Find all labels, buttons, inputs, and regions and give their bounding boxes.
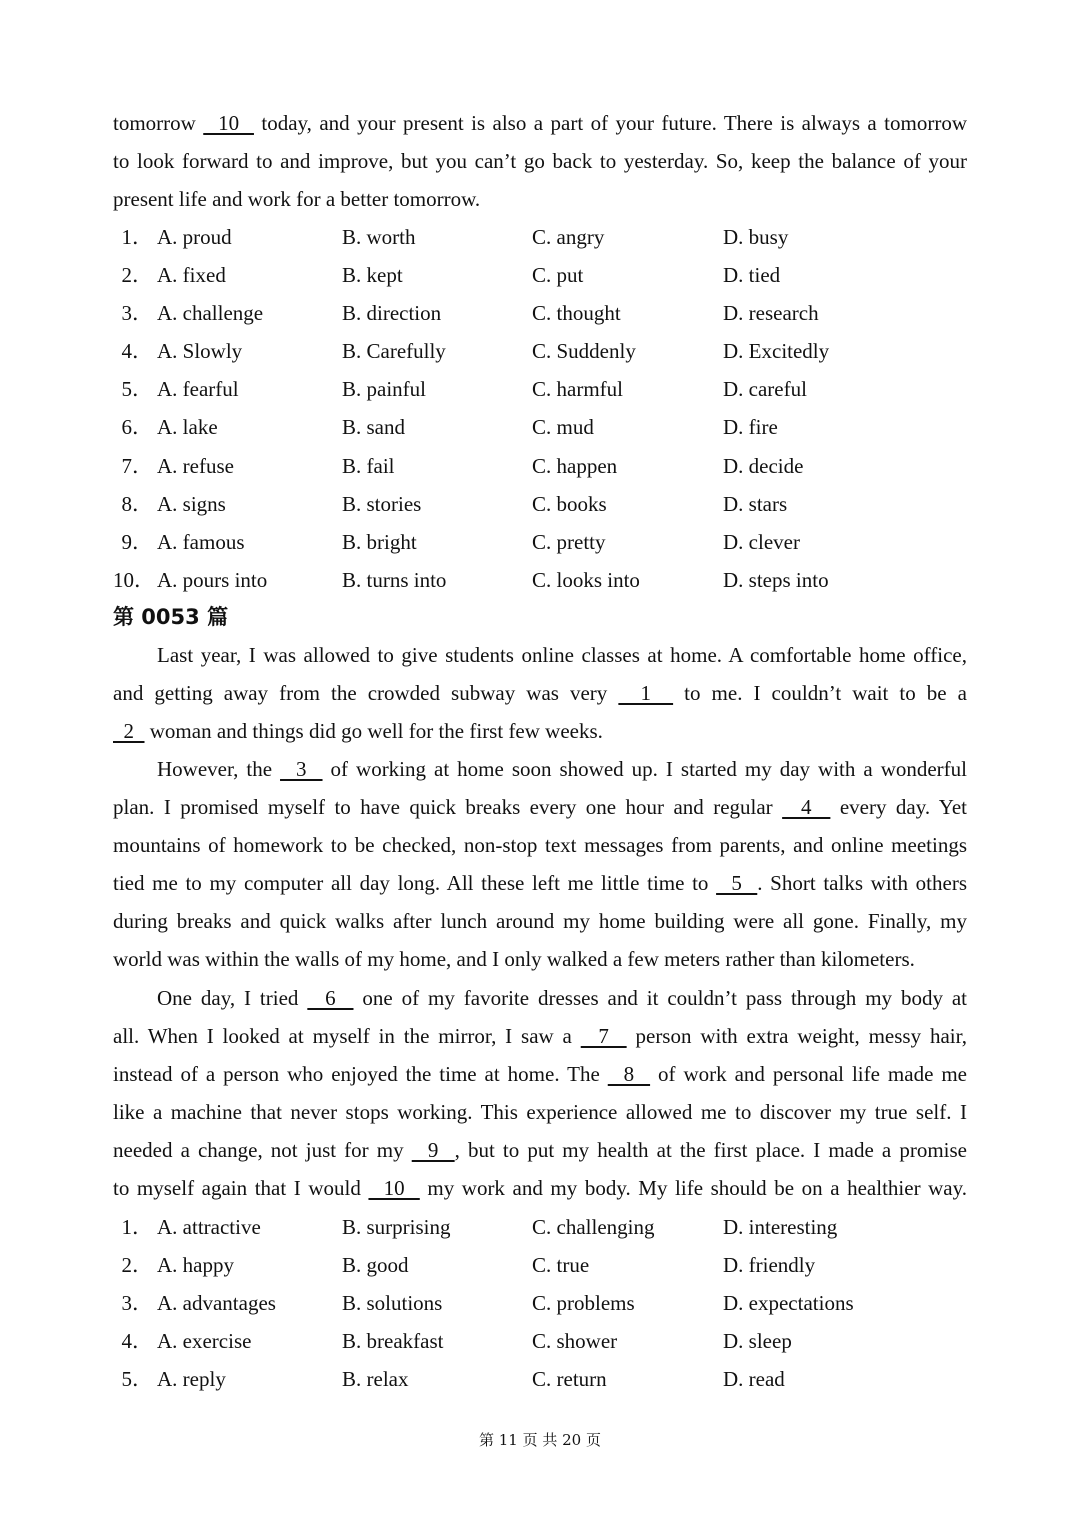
option-a: A. proud bbox=[157, 225, 232, 249]
question-row: 3． A. challenge B. direction C. thought D. research bbox=[113, 294, 967, 332]
question-row: 2． A. fixed B. kept C. put D. tied bbox=[113, 256, 967, 294]
option-d: D. careful bbox=[723, 377, 807, 401]
option-d: D. interesting bbox=[723, 1215, 838, 1239]
passage-line: plan. I promised myself to have quick breaks every one hour and regular 4 every day. Yet bbox=[113, 795, 967, 819]
option-b: B. surprising bbox=[342, 1215, 451, 1239]
passage-line: all. When I looked at myself in the mirror, I saw a 7 person with extra weight, messy hair, bbox=[113, 1024, 968, 1048]
option-d: D. decide bbox=[723, 454, 804, 478]
question-row: 1． A. proud B. worth C. angry D. busy bbox=[113, 218, 967, 256]
option-b: B. good bbox=[342, 1253, 409, 1277]
question-row: 6． A. lake B. sand C. mud D. fire bbox=[113, 408, 967, 446]
blank-9: 9 bbox=[411, 1138, 455, 1162]
option-c: C. books bbox=[532, 492, 607, 516]
option-a: A. signs bbox=[157, 492, 226, 516]
passage-line: during breaks and quick walks after lunch around my home building were all gone. Finally, my bbox=[113, 909, 967, 933]
option-a: A. reply bbox=[157, 1367, 226, 1391]
passage-line: world was within the walls of my home, and I only walked a few meters rather than kilometers. bbox=[113, 947, 915, 971]
option-d: D. tied bbox=[723, 263, 781, 287]
passage-line: However, the 3 of working at home soon showed up. I started my day with a wonderful bbox=[157, 757, 967, 781]
question-row: 1． A. attractive B. surprising C. challenging D. interesting bbox=[113, 1208, 967, 1246]
blank-3: 3 bbox=[280, 757, 323, 781]
option-c: C. mud bbox=[532, 415, 594, 439]
passage-prev-line: to look forward to and improve, but you can’t go back to yesterday. So, keep the balance of your bbox=[113, 149, 967, 173]
option-d: D. read bbox=[723, 1367, 785, 1391]
blank-8: 8 bbox=[607, 1062, 651, 1086]
question-row: 8． A. signs B. stories C. books D. stars bbox=[113, 485, 967, 523]
option-c: C. shower bbox=[532, 1329, 618, 1353]
passage-line: needed a change, not just for my 9 , but to put my health at the first place. I made a promise bbox=[113, 1138, 968, 1162]
option-c: C. challenging bbox=[532, 1215, 655, 1239]
blank-10: 10 bbox=[368, 1176, 420, 1200]
option-d: D. busy bbox=[723, 225, 789, 249]
option-b: B. direction bbox=[342, 301, 442, 325]
option-a: A. fearful bbox=[157, 377, 239, 401]
blank-7: 7 bbox=[580, 1024, 627, 1048]
option-c: C. problems bbox=[532, 1291, 635, 1315]
option-b: B. breakfast bbox=[342, 1329, 444, 1353]
option-a: A. pours into bbox=[157, 568, 268, 592]
option-c: C. return bbox=[532, 1367, 607, 1391]
option-b: B. turns into bbox=[342, 568, 447, 592]
option-d: D. research bbox=[723, 301, 819, 325]
passage-line: instead of a person who enjoyed the time at home. The 8 of work and personal life made me bbox=[113, 1062, 967, 1086]
option-c: C. looks into bbox=[532, 568, 640, 592]
option-c: C. harmful bbox=[532, 377, 623, 401]
option-b: B. kept bbox=[342, 263, 403, 287]
question-row: 7． A. refuse B. fail C. happen D. decide bbox=[113, 447, 967, 485]
option-a: A. challenge bbox=[157, 301, 264, 325]
passage-prev-line: present life and work for a better tomorrow. bbox=[113, 187, 481, 211]
option-d: D. clever bbox=[723, 530, 800, 554]
option-d: D. stars bbox=[723, 492, 788, 516]
option-d: D. sleep bbox=[723, 1329, 792, 1353]
passage-line: mountains of homework to be checked, non-stop text messages from parents, and online meetings bbox=[113, 833, 967, 857]
option-a: A. fixed bbox=[157, 263, 226, 287]
section-title: 第 0053 篇 bbox=[113, 605, 229, 629]
option-d: D. expectations bbox=[723, 1291, 854, 1315]
option-b: B. stories bbox=[342, 492, 422, 516]
option-a: A. famous bbox=[157, 530, 245, 554]
passage-line: 2 woman and things did go well for the first few weeks. bbox=[113, 719, 603, 743]
option-b: B. sand bbox=[342, 415, 405, 439]
passage-line: like a machine that never stops working. This experience allowed me to discover my true self. I bbox=[113, 1100, 967, 1124]
option-d: D. fire bbox=[723, 415, 778, 439]
option-b: B. bright bbox=[342, 530, 417, 554]
option-d: D. friendly bbox=[723, 1253, 816, 1277]
passage-line: One day, I tried 6 one of my favorite dresses and it couldn’t pass through my body at bbox=[157, 986, 968, 1010]
blank-2: 2 bbox=[113, 719, 145, 743]
option-d: D. Excitedly bbox=[723, 339, 830, 363]
question-row: 10． A. pours into B. turns into C. looks into D. steps into bbox=[113, 561, 967, 599]
blank-4: 4 bbox=[782, 795, 831, 819]
option-b: B. painful bbox=[342, 377, 426, 401]
option-c: C. thought bbox=[532, 301, 621, 325]
option-a: A. refuse bbox=[157, 454, 234, 478]
question-row: 4． A. exercise B. breakfast C. shower D. sleep bbox=[113, 1322, 967, 1360]
question-row: 9． A. famous B. bright C. pretty D. clever bbox=[113, 523, 967, 561]
option-a: A. exercise bbox=[157, 1329, 252, 1353]
question-row: 5． A. reply B. relax C. return D. read bbox=[113, 1360, 967, 1398]
passage-prev-line: tomorrow 10 today, and your present is also a part of your future. There is always a tomorrow bbox=[113, 111, 967, 135]
page-footer: 第 11 页 共 20 页 bbox=[478, 1431, 601, 1449]
option-a: A. Slowly bbox=[157, 339, 243, 363]
option-a: A. advantages bbox=[157, 1291, 276, 1315]
option-b: B. worth bbox=[342, 225, 416, 249]
blank-1: 1 bbox=[618, 681, 674, 705]
blank-10: 10 bbox=[203, 111, 254, 135]
passage-line: to myself again that I would 10 my work and my body. My life should be on a healthier way. bbox=[113, 1176, 968, 1200]
option-c: C. Suddenly bbox=[532, 339, 636, 363]
option-c: C. angry bbox=[532, 225, 605, 249]
option-a: A. happy bbox=[157, 1253, 234, 1277]
question-row: 4． A. Slowly B. Carefully C. Suddenly D. Excitedly bbox=[113, 332, 967, 370]
question-row: 2． A. happy B. good C. true D. friendly bbox=[113, 1246, 967, 1284]
option-b: B. fail bbox=[342, 454, 395, 478]
passage-line: Last year, I was allowed to give students online classes at home. A comfortable home office, bbox=[157, 643, 967, 667]
option-a: A. lake bbox=[157, 415, 218, 439]
option-d: D. steps into bbox=[723, 568, 829, 592]
option-c: C. happen bbox=[532, 454, 618, 478]
option-b: B. solutions bbox=[342, 1291, 443, 1315]
passage-line: and getting away from the crowded subway was very 1 to me. I couldn’t wait to be a bbox=[113, 681, 968, 705]
question-row: 5． A. fearful B. painful C. harmful D. careful bbox=[113, 370, 967, 408]
option-c: C. true bbox=[532, 1253, 590, 1277]
option-a: A. attractive bbox=[157, 1215, 261, 1239]
option-b: B. Carefully bbox=[342, 339, 446, 363]
option-c: C. put bbox=[532, 263, 584, 287]
option-b: B. relax bbox=[342, 1367, 409, 1391]
blank-5: 5 bbox=[716, 871, 758, 895]
blank-6: 6 bbox=[307, 986, 354, 1010]
option-c: C. pretty bbox=[532, 530, 606, 554]
passage-line: tied me to my computer all day long. All these left me little time to 5 . Short talks with others bbox=[113, 871, 967, 895]
question-row: 3． A. advantages B. solutions C. problems D. expectations bbox=[113, 1284, 967, 1322]
